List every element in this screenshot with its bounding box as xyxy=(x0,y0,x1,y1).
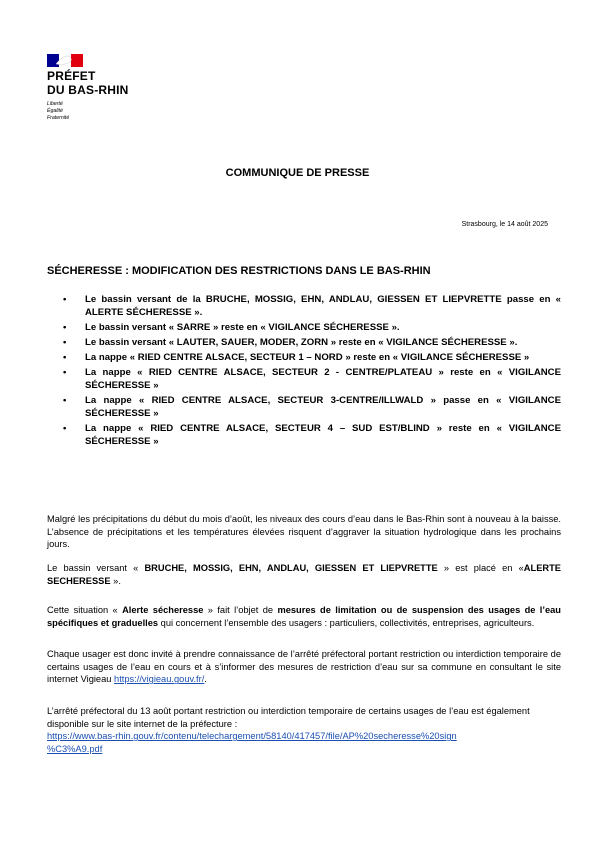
list-item-text: La nappe « RIED CENTRE ALSACE, SECTEUR 2 - CENTRE/PLATEAU » reste en « VIGILANCE SÉCHERESSE » xyxy=(85,367,561,391)
bullet-icon: • xyxy=(63,337,67,348)
paragraph-vigieau xyxy=(47,648,561,686)
motto-egalite: Égalité xyxy=(47,108,63,114)
paragraph-alert-basin xyxy=(47,562,561,587)
bullet-icon: • xyxy=(63,423,67,434)
bold-run: BRUCHE, MOSSIG, EHN, ANDLAU, GIESSEN ET LIEPVRETTE xyxy=(144,563,438,573)
paragraph-situation: Malgré les précipitations du début du mois d’août, les niveaux des cours d’eau dans le Bas-Rhin sont à nouveau à la baisse. L’absence de précipitations et les températures élevées risquent d’aggraver la situation hydrologique dans les prochains jours. xyxy=(47,514,561,550)
text-run: ». xyxy=(110,575,121,586)
list-item-text: Le bassin versant de la BRUCHE, MOSSIG, EHN, ANDLAU, GIESSEN ET LIEPVRETTE passe en « ALERTE SÉCHERESSE ». xyxy=(85,294,561,318)
bullet-icon: • xyxy=(63,322,67,333)
prefecture-name xyxy=(47,69,129,97)
paragraph-measures xyxy=(47,604,561,629)
bold-run: ALERTE SECHERESSE xyxy=(47,563,561,586)
bullet-icon: • xyxy=(63,395,67,406)
list-item-text: La nappe « RIED CENTRE ALSACE, SECTEUR 1 – NORD » reste en « VIGILANCE SÉCHERESSE » xyxy=(85,352,530,363)
list-item xyxy=(47,293,561,319)
list-item-text: La nappe « RIED CENTRE ALSACE, SECTEUR 4 – SUD EST/BLIND » reste en « VIGILANCE SÉCHERESSE » xyxy=(85,423,561,447)
bold-run: Alerte sécheresse xyxy=(122,605,204,615)
document-date: Strasbourg, le 14 août 2025 xyxy=(461,221,548,228)
link-line-2: %C3%A9.pdf xyxy=(47,743,103,754)
restrictions-list xyxy=(47,293,561,450)
text-run: » est placé en « xyxy=(437,563,524,573)
list-item-text: Le bassin versant « SARRE » reste en « VIGILANCE SÉCHERESSE ». xyxy=(85,322,400,333)
text-run: qui concernent l’ensemble des usagers : particuliers, collectivités, entreprises, agriculteurs. xyxy=(158,617,535,628)
text-run: . xyxy=(204,674,207,685)
text-run: Chaque usager est donc invité à prendre connaissance de l’arrêté préfectoral portant restriction ou interdiction temporaire de certains usages de l’eau en cours et à s’informer des mesures de restriction d’eau sur sa commune en consultant le site internet Vigieau xyxy=(47,649,561,685)
prefecture-line-2: DU BAS-RHIN xyxy=(47,83,129,97)
vigieau-link[interactable]: https://vigieau.gouv.fr/ xyxy=(114,674,205,685)
list-item xyxy=(47,366,561,392)
document-title: COMMUNIQUE DE PRESSE xyxy=(225,167,370,179)
list-item xyxy=(47,321,561,334)
marianne-logo-icon xyxy=(47,54,83,67)
list-item xyxy=(47,394,561,420)
link-line-1: https://www.bas-rhin.gouv.fr/contenu/telechargement/58140/417457/file/AP%20secheresse%20sign xyxy=(47,731,457,742)
list-item xyxy=(47,336,561,349)
arrete-pdf-link[interactable] xyxy=(47,731,457,754)
list-item-text: La nappe « RIED CENTRE ALSACE, SECTEUR 3-CENTRE/ILLWALD » passe en « VIGILANCE SÉCHERESSE » xyxy=(85,395,561,419)
prefecture-line-1: PRÉFET xyxy=(47,69,96,83)
motto-liberte: Liberté xyxy=(47,101,63,107)
headline: SÉCHERESSE : MODIFICATION DES RESTRICTIONS DANS LE BAS-RHIN xyxy=(47,265,431,277)
bold-run: mesures de limitation ou de suspension des usages de l’eau spécifiques et graduelles xyxy=(47,605,561,628)
list-item xyxy=(47,422,561,448)
list-item xyxy=(47,351,561,364)
bullet-icon: • xyxy=(63,367,67,378)
republic-motto xyxy=(47,101,69,122)
text-run: Cette situation « xyxy=(47,605,123,615)
list-item-text: Le bassin versant « LAUTER, SAUER, MODER, ZORN » reste en « VIGILANCE SÉCHERESSE ». xyxy=(85,337,518,348)
text-run: » fait l’objet de xyxy=(203,605,278,615)
paragraph-arrete xyxy=(47,705,561,755)
motto-fraternite: Fraternité xyxy=(47,115,70,121)
text-run: Le bassin versant « xyxy=(47,563,145,573)
bullet-icon: • xyxy=(63,352,67,363)
text-run: L’arrêté préfectoral du 13 août portant restriction ou interdiction temporaire de certains usages de l’eau est également disponible sur le site internet de la préfecture : xyxy=(47,706,530,729)
bullet-icon: • xyxy=(63,294,67,305)
